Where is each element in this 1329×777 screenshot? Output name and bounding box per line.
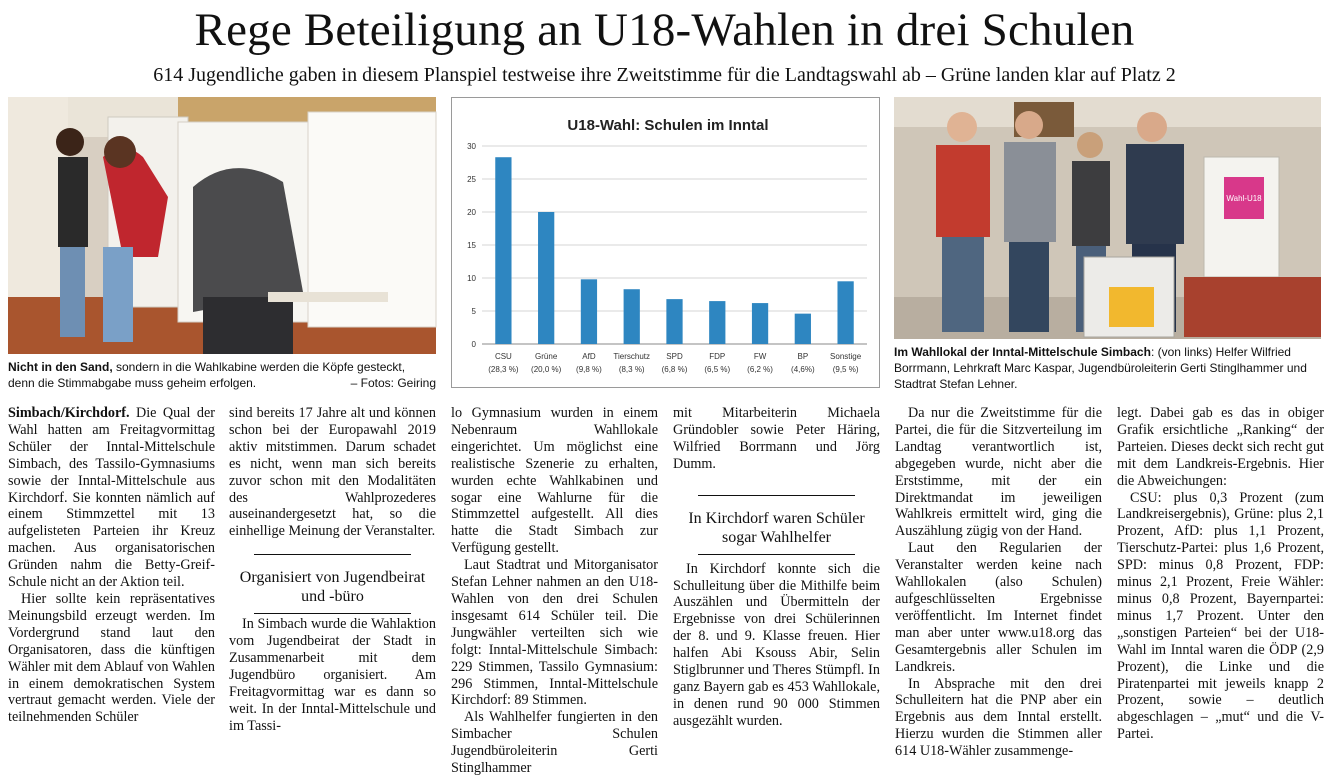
paragraph: Hier sollte kein repräsentatives Meinungsbild erzeugt werden. Im Vordergrund stand laut den Organisatoren, dass die künftigen Wähler mit dem Ablauf von Wahlen in einem demokratischen System vertraut gemacht werden. Viele der teilnehmenden Schüler (8, 590, 215, 726)
article-column-2 (229, 405, 436, 744)
paragraph: lo Gymnasium wurden in einem Nebenraum Wahllokale eingerichtet. Um möglichst eine realistische Szenerie zu erhalten, wurden echte Wahlkabinen und sogar eine Wahlurne für die Stimmzettel aufgestellt. All dies hatte die Stadt Simbach zur Verfügung gestellt. (451, 405, 658, 557)
polling-station-photo (894, 97, 1321, 339)
subheading: Organisiert von Jugendbeirat und -büro (229, 554, 436, 606)
paragraph: CSU: plus 0,3 Prozent (zum Landkreisergebnis), Grüne: plus 2,1 Prozent, AfD: plus 1,1 Prozent, Tierschutz-Partei: plus 1,6 Prozent, SPD: minus 0,8 Prozent, FDP: minus 2,1 Prozent, Freie Wähler: minus 0,8 Prozent, Bayernpartei: minus 1,7 Prozent. Unter den „sonstigen Parteien“ bei der U18-Wahl im Inntal waren die ÖDP (2,9 Prozent), die Linke und die Piratenpartei mit jeweils knapp 2 Prozent, sowie – deutlich abgeschlagen – „mut“ und die V-Partei. (1117, 489, 1324, 743)
chart-y-axis (467, 142, 476, 349)
subheading: In Kirchdorf waren Schüler sogar Wahlhelfer (673, 495, 880, 547)
chart-bar-csu (495, 157, 511, 344)
paragraph (8, 405, 215, 591)
chart-bar-fw (752, 303, 768, 344)
paragraph: Laut den Regularien der Veranstalter werden keine nach Wahllokalen (also Schulen) aufgeschlüsselten Ergebnisse veröffentlicht. Im Internet findet man aber unter www.u18.org das Gesamtergebnis aller Schulen im Landkreis. (895, 540, 1102, 675)
paragraph-text: Die Qual der Wahl hatten am Freitagvormittag Schüler der Inntal-Mittelschule Simbach, des Tassilo-Gymnasiums sowie der Inntal-Mittelschule aus Kirchdorf. Sie konnten nämlich auf einem Stimmzettel mit 13 aufgelisteten Parteien ihr Kreuz machen. Aus organisatorischen Gründen nahm die Betty-Greif-Schule nicht an der Aktion teil. (8, 405, 215, 591)
chart-bar-grüne (538, 212, 554, 344)
chart-x-tick-label: Grüne (535, 352, 558, 361)
chart-x-tick-label: AfD (582, 352, 596, 361)
chart-x-tick-sublabel: (6,5 %) (704, 365, 731, 374)
right-photo-caption (894, 344, 1322, 392)
paragraph: Als Wahlhelfer fungierten in den Simbacher Schulen Jugendbüroleiterin Gerti Stinglhammer (451, 709, 658, 777)
u18-results-chart (451, 97, 880, 388)
chart-y-tick-label: 5 (471, 307, 476, 316)
ballot-box-label: Wahl-U18 (1226, 194, 1262, 203)
chart-x-tick-sublabel: (6,2 %) (747, 365, 773, 374)
chart-x-tick-sublabel: (9,8 %) (576, 365, 602, 374)
photo-credit: – Fotos: Geiring (350, 376, 436, 390)
caption-right-text: : (von links) Helfer Wilfried Borrmann, Lehrkraft Marc Kaspar, Jugendbüroleiterin Gerti Stinglhammer und Stadtrat Stefan Lehner. (894, 345, 1307, 391)
article-body (8, 405, 1326, 777)
chart-x-tick-label: FW (753, 352, 767, 361)
paragraph: mit Mitarbeiterin Michaela Gründobler sowie Peter Häring, Wilfried Borrmann und Jörg Dumm. (673, 405, 880, 472)
chart-x-tick-sublabel: (4,6%) (791, 365, 815, 374)
chart-bar-tierschutz (624, 289, 640, 344)
chart-x-tick-label: Tierschutz (613, 352, 651, 361)
caption-left-lead: Nicht in den Sand, (8, 360, 113, 374)
chart-bar-afd (581, 279, 597, 344)
chart-x-tick-label: Sonstige (830, 352, 862, 361)
chart-y-tick-label: 20 (467, 208, 476, 217)
chart-x-tick-sublabel: (8,3 %) (618, 365, 645, 374)
chart-y-tick-label: 10 (467, 274, 476, 283)
paragraph: legt. Dabei gab es das in obiger Grafik ersichtliche „Ranking“ der Parteien. Dieses deckt sich recht gut mit dem Landkreis-Ergebnis. Hier die Abweichungen: (1117, 405, 1324, 489)
chart-bar-fdp (709, 301, 725, 344)
dateline: Simbach/Kirchdorf. (8, 405, 130, 421)
chart-bar-spd (666, 299, 682, 344)
article-column-4 (673, 405, 880, 744)
chart-bar-sonstige (837, 281, 853, 344)
article-column-1 (8, 405, 215, 744)
caption-left-text: sondern in die Wahlkabine werden die Köpfe gesteckt, (112, 360, 406, 374)
chart-x-tick-label: FDP (709, 352, 726, 361)
paragraph: Laut Stadtrat und Mitorganisator Stefan Lehner nahmen an den U18-Wahlen von den drei Schulen insgesamt 614 Schüler teil. Die Jungwähler verteilten sich wie folgt: Inntal-Mittelschule Simbach: 229 Stimmen, Tassilo Gymnasium: 296 Stimmen, Inntal-Mittelschule Kirchdorf: 89 Stimmen. (451, 557, 658, 709)
paragraph: In Absprache mit den drei Schulleitern hat die PNP aber ein Ergebnis aus dem Inntal erstellt. Hierzu wurden die Stimmen aller 614 U18-Wähler zusammenge- (895, 675, 1102, 760)
left-photo-caption (8, 359, 436, 391)
chart-x-tick-label: BP (797, 352, 809, 361)
chart-x-tick-sublabel: (9,5 %) (832, 365, 859, 374)
chart-x-axis (488, 352, 861, 374)
chart-x-tick-sublabel: (28,3 %) (488, 365, 519, 374)
chart-canvas (452, 98, 879, 387)
paragraph: Da nur die Zweitstimme für die Partei, die für die Sitzverteilung im Landtag verantwortlich ist, abgegeben wurde, nicht aber die Erststimme, mit der ein Direktmandat im jeweiligen Wahlkreis ermittelt wird, ging die Auszählung zügig von der Hand. (895, 405, 1102, 540)
chart-title: U18-Wahl: Schulen im Inntal (567, 117, 769, 134)
voting-booth-photo (8, 97, 436, 354)
article-column-3 (451, 405, 658, 777)
caption-left-line2: denn die Stimmabgabe muss geheim erfolgen. (8, 376, 257, 390)
chart-bars (495, 157, 853, 344)
paragraph: In Kirchdorf konnte sich die Schulleitung über die Mithilfe beim Auszählen und Übermitteln der Ergebnisse von drei Schülerinnen der 8. und 9. Klasse freuen. Hier halfen Abi Ksouss Abir, Selin Stiglbrunner und Theres Stümpfl. In ganz Bayern gab es 453 Wahllokale, in denen rund 90 000 Stimmen ausgezählt wurden. (673, 560, 880, 729)
paragraph: sind bereits 17 Jahre alt und können schon bei der Europawahl 2019 aktiv mitstimmen. Darum schadet es nicht, wenn man sich bereits zuvor schon mit den Modalitäten des Wahlprozederes auseinandergesetzt hat, so die einhellige Meinung der Veranstalter. (229, 405, 436, 540)
chart-bar-bp (795, 314, 811, 344)
chart-x-tick-label: SPD (666, 352, 683, 361)
chart-x-tick-sublabel: (6,8 %) (661, 365, 688, 374)
article-column-6 (1117, 405, 1324, 744)
chart-y-tick-label: 30 (467, 142, 476, 151)
article-column-5 (895, 405, 1102, 760)
chart-y-tick-label: 0 (471, 340, 476, 349)
article-headline: Rege Beteiligung an U18-Wahlen in drei Schulen (194, 4, 1135, 56)
chart-x-tick-label: CSU (494, 352, 512, 361)
chart-y-tick-label: 15 (467, 241, 476, 250)
paragraph: In Simbach wurde die Wahlaktion vom Jugendbeirat der Stadt in Zusammenarbeit mit dem Jugendbüro organisiert. Am Freitagvormittag war es dann so weit. In der Inntal-Mittelschule und im Tassi- (229, 616, 436, 734)
article-subheadline: 614 Jugendliche gaben in diesem Planspiel testweise ihre Zweitstimme für die Landtagswahl ab – Grüne landen klar auf Platz 2 (153, 64, 1176, 86)
chart-y-tick-label: 25 (467, 175, 476, 184)
caption-right-lead: Im Wahllokal der Inntal-Mittelschule Simbach (894, 345, 1151, 359)
chart-x-tick-sublabel: (20,0 %) (531, 365, 562, 374)
